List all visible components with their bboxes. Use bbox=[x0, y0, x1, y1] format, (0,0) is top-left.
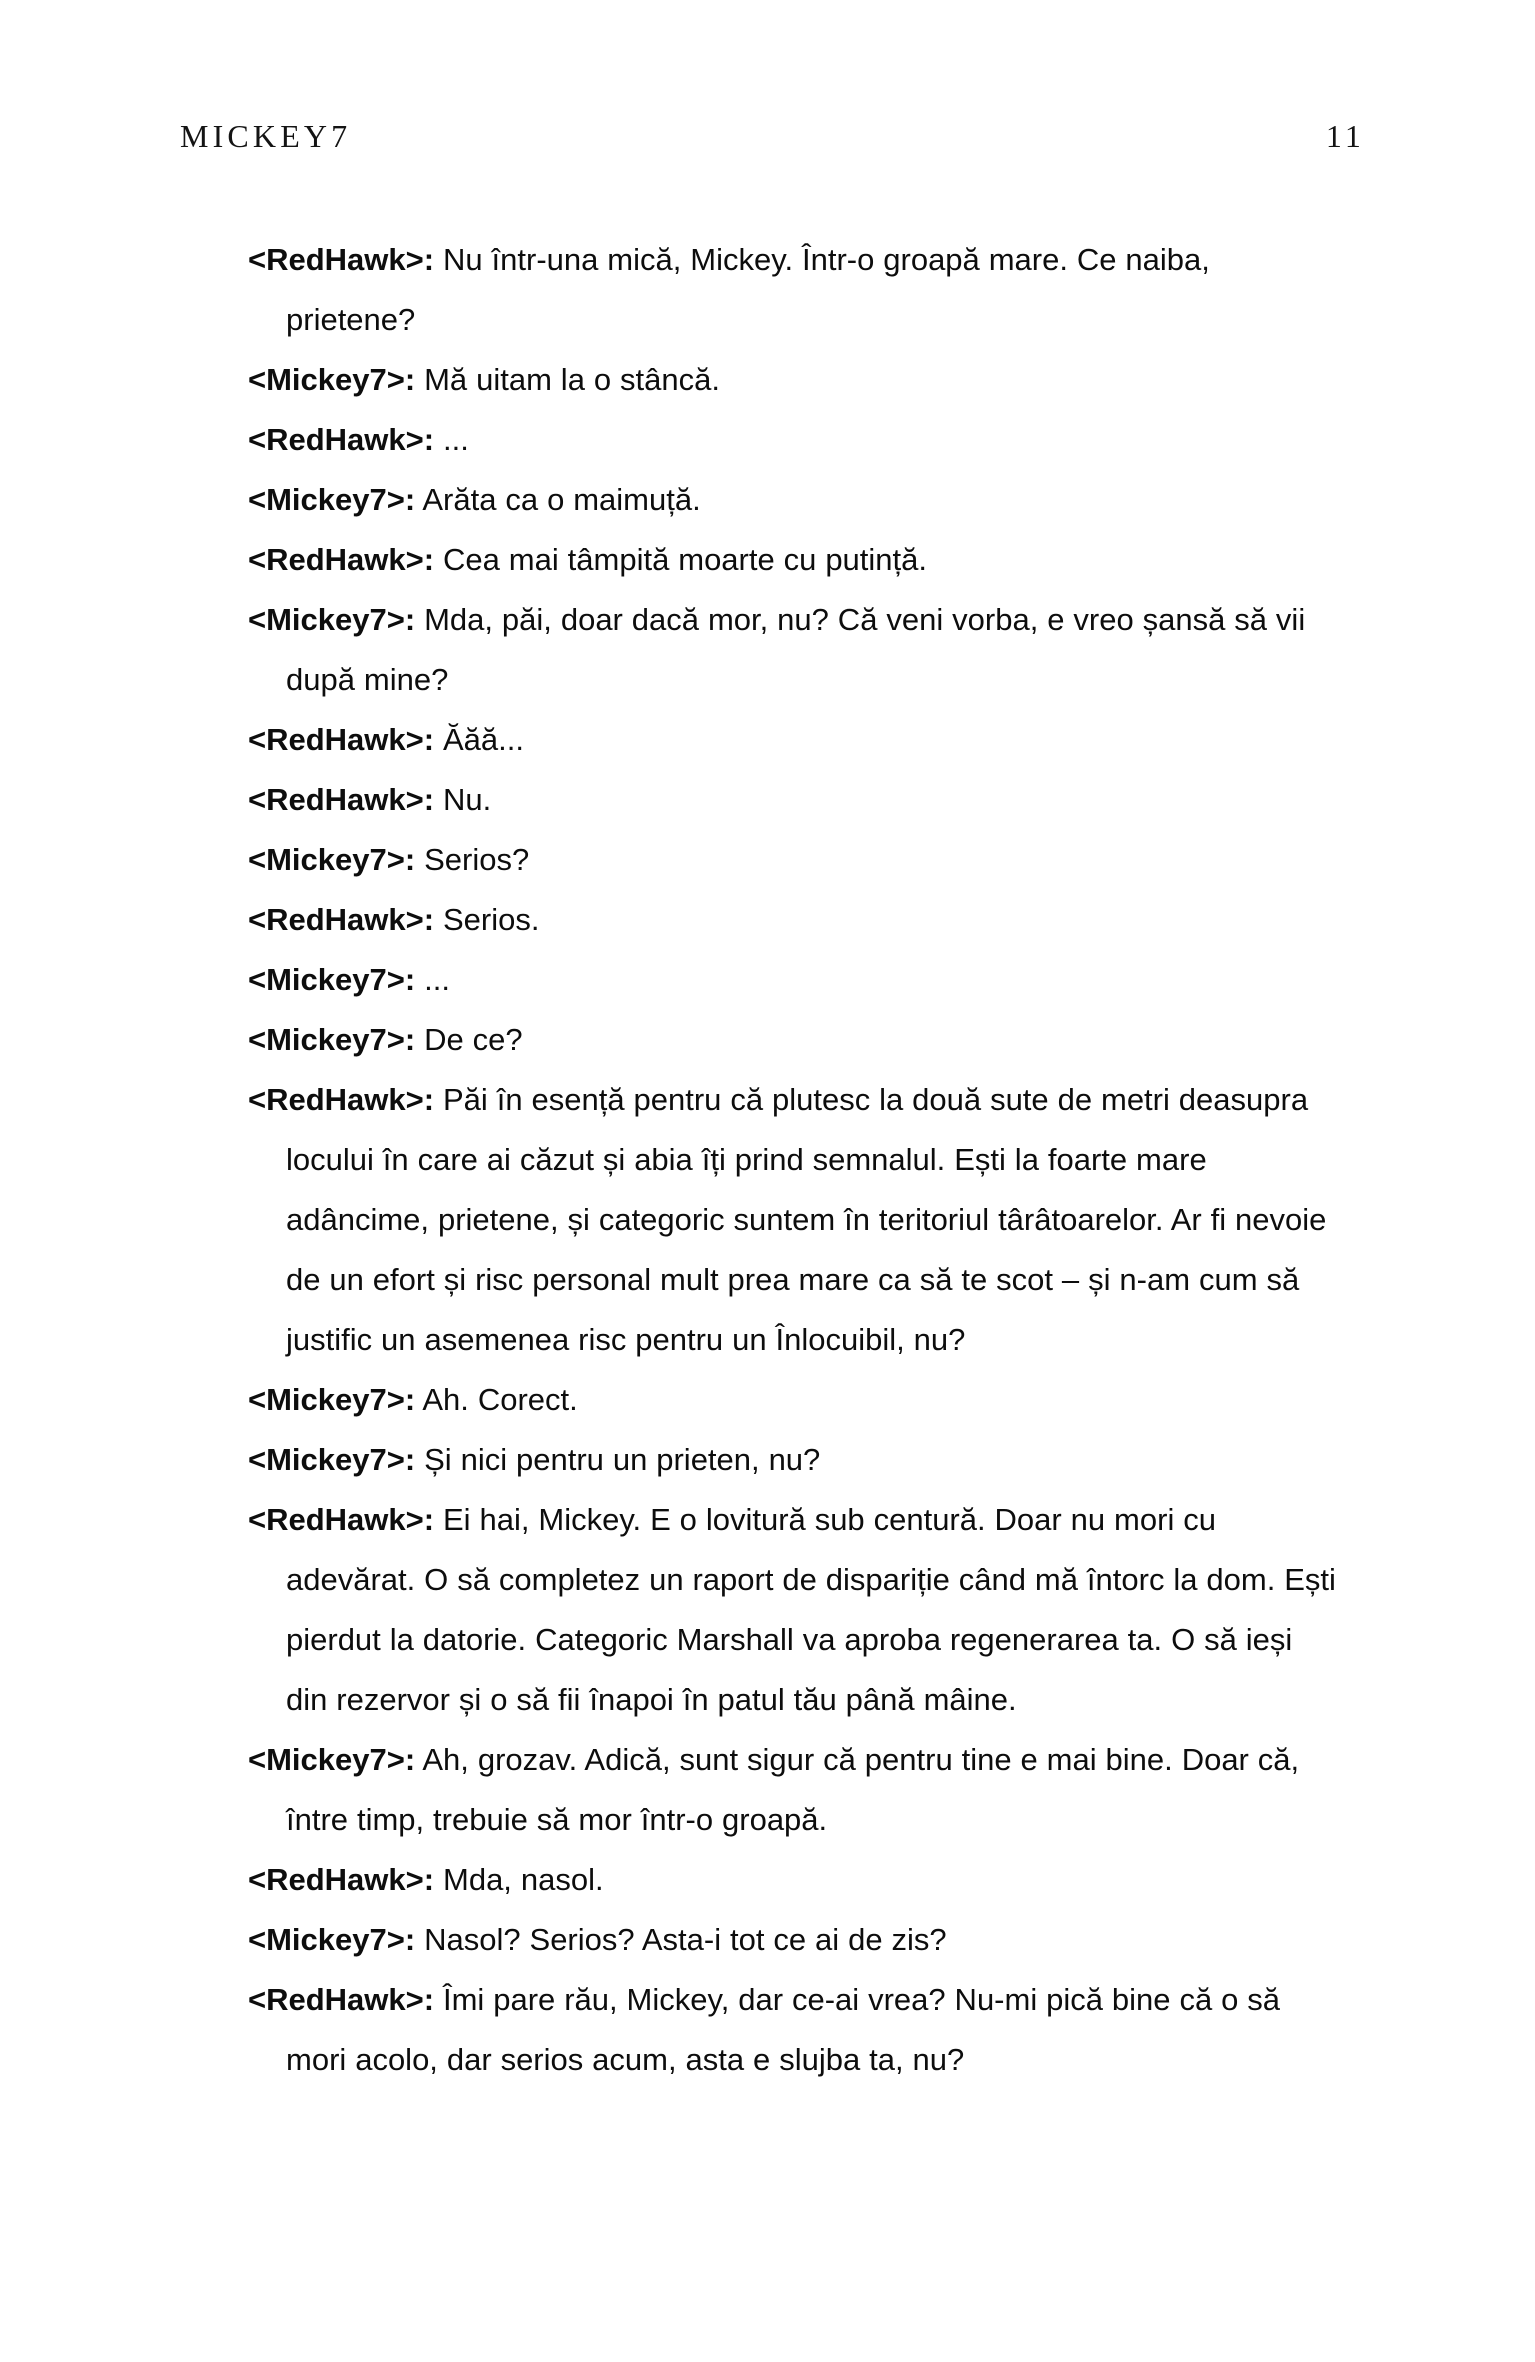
speaker-tag: <RedHawk>: bbox=[248, 1082, 435, 1117]
dialogue-utterance bbox=[248, 1490, 1338, 1730]
page-number: 11 bbox=[1325, 118, 1365, 154]
speaker-tag: <RedHawk>: bbox=[248, 902, 435, 937]
utterance-text: Serios. bbox=[434, 902, 540, 937]
speaker-tag: <Mickey7>: bbox=[248, 1022, 416, 1057]
utterance-text: ... bbox=[415, 962, 450, 997]
speaker-tag: <RedHawk>: bbox=[248, 782, 435, 817]
utterance-text: Nu. bbox=[434, 782, 492, 817]
dialogue-utterance bbox=[248, 890, 1338, 950]
speaker-tag: <Mickey7>: bbox=[248, 1922, 416, 1957]
utterance-text: Mda, păi, doar dacă mor, nu? Că veni vorba, e vreo șansă să vii după mine? bbox=[286, 602, 1306, 697]
dialogue-utterance bbox=[248, 770, 1338, 830]
utterance-text: Și nici pentru un prieten, nu? bbox=[415, 1442, 821, 1477]
dialogue-utterance bbox=[248, 350, 1338, 410]
speaker-tag: <RedHawk>: bbox=[248, 542, 435, 577]
dialogue-utterance bbox=[248, 1370, 1338, 1430]
dialogue-utterance bbox=[248, 710, 1338, 770]
dialogue-utterance bbox=[248, 1070, 1338, 1370]
utterance-text: Păi în esență pentru că plutesc la două sute de metri deasupra locului în care ai căzut și abia îți prind semnalul. Ești la foarte mare adâncime, prietene, și categoric suntem în teritoriul târâtoarelor. Ar fi nevoie de un efort și risc personal mult prea mare ca să te scot – și n-am cum să justific un asemenea risc pentru un Înlocuibil, nu? bbox=[286, 1082, 1327, 1357]
dialogue-utterance bbox=[248, 1910, 1338, 1970]
utterance-text: Îmi pare rău, Mickey, dar ce-ai vrea? Nu-mi pică bine că o să mori acolo, dar serios acum, asta e slujba ta, nu? bbox=[286, 1982, 1281, 2077]
running-header-title: MICKEY7 bbox=[180, 118, 352, 154]
speaker-tag: <RedHawk>: bbox=[248, 422, 435, 457]
utterance-text: Ah. Corect. bbox=[415, 1382, 578, 1417]
utterance-text: Ah, grozav. Adică, sunt sigur că pentru tine e mai bine. Doar că, între timp, trebuie să mor într-o groapă. bbox=[286, 1742, 1300, 1837]
dialogue-utterance bbox=[248, 470, 1338, 530]
dialogue-utterance bbox=[248, 1850, 1338, 1910]
utterance-text: Serios? bbox=[415, 842, 530, 877]
speaker-tag: <Mickey7>: bbox=[248, 842, 416, 877]
dialogue-utterance bbox=[248, 950, 1338, 1010]
dialogue-utterance bbox=[248, 410, 1338, 470]
dialogue-utterance bbox=[248, 590, 1338, 710]
utterance-text: Nu într-una mică, Mickey. Într-o groapă mare. Ce naiba, prietene? bbox=[286, 242, 1210, 337]
utterance-text: De ce? bbox=[415, 1022, 523, 1057]
utterance-text: Nasol? Serios? Asta-i tot ce ai de zis? bbox=[415, 1922, 947, 1957]
utterance-text: Ei hai, Mickey. E o lovitură sub centură. Doar nu mori cu adevărat. O să completez un raport de dispariție când mă întorc la dom. Ești pierdut la datorie. Categoric Marshall va aproba regenerarea ta. O să ieși din rezervor și o să fii înapoi în patul tău până mâine. bbox=[286, 1502, 1336, 1717]
utterance-text: Ăăă... bbox=[434, 722, 524, 757]
speaker-tag: <RedHawk>: bbox=[248, 1502, 435, 1537]
utterance-text: ... bbox=[434, 422, 469, 457]
dialogue-transcript bbox=[248, 230, 1338, 2090]
utterance-text: Mă uitam la o stâncă. bbox=[415, 362, 720, 397]
speaker-tag: <Mickey7>: bbox=[248, 962, 416, 997]
dialogue-utterance bbox=[248, 230, 1338, 350]
speaker-tag: <Mickey7>: bbox=[248, 1742, 416, 1777]
utterance-text: Cea mai tâmpită moarte cu putință. bbox=[434, 542, 928, 577]
utterance-text: Arăta ca o maimuță. bbox=[415, 482, 701, 517]
page-header bbox=[180, 120, 1365, 152]
dialogue-utterance bbox=[248, 1010, 1338, 1070]
speaker-tag: <RedHawk>: bbox=[248, 1982, 435, 2017]
speaker-tag: <RedHawk>: bbox=[248, 242, 435, 277]
dialogue-utterance bbox=[248, 530, 1338, 590]
dialogue-utterance bbox=[248, 1430, 1338, 1490]
speaker-tag: <Mickey7>: bbox=[248, 482, 416, 517]
dialogue-utterance bbox=[248, 830, 1338, 890]
dialogue-utterance bbox=[248, 1730, 1338, 1850]
speaker-tag: <Mickey7>: bbox=[248, 1382, 416, 1417]
speaker-tag: <RedHawk>: bbox=[248, 1862, 435, 1897]
speaker-tag: <Mickey7>: bbox=[248, 1442, 416, 1477]
speaker-tag: <Mickey7>: bbox=[248, 602, 416, 637]
utterance-text: Mda, nasol. bbox=[434, 1862, 604, 1897]
dialogue-utterance bbox=[248, 1970, 1338, 2090]
speaker-tag: <RedHawk>: bbox=[248, 722, 435, 757]
speaker-tag: <Mickey7>: bbox=[248, 362, 416, 397]
